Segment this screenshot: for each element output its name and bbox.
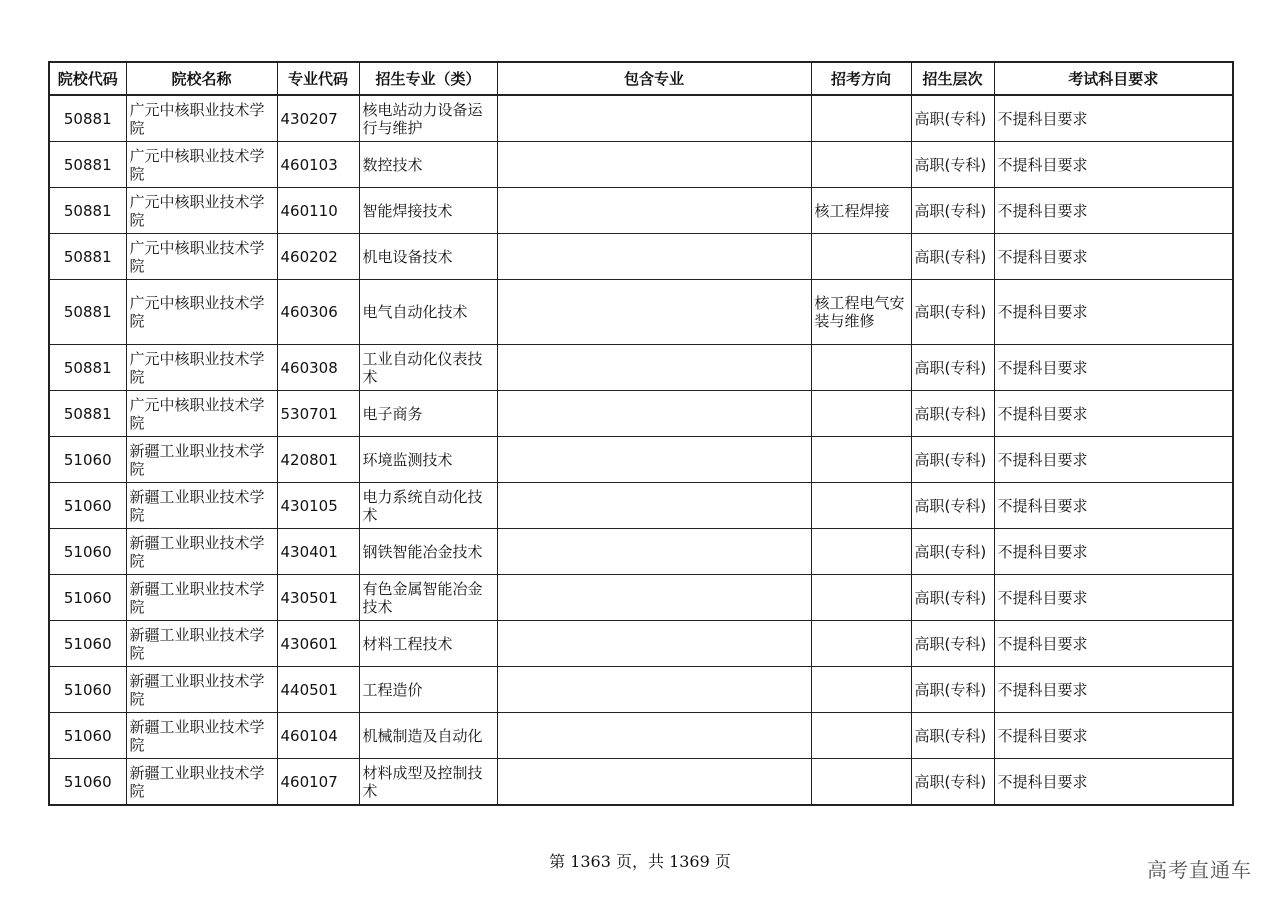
cell-direction	[811, 713, 911, 759]
cell-major: 工业自动化仪表技术	[359, 345, 497, 391]
cell-included-majors	[497, 280, 811, 345]
cell-included-majors	[497, 713, 811, 759]
page-number: 第 1363 页，共 1369 页	[549, 852, 731, 871]
table-row	[49, 280, 1233, 345]
cell-direction: 核工程焊接	[811, 188, 911, 234]
cell-included-majors	[497, 575, 811, 621]
cell-direction	[811, 529, 911, 575]
cell-school-name: 广元中核职业技术学院	[126, 142, 277, 188]
cell-level: 高职(专科)	[911, 437, 994, 483]
table-row	[49, 713, 1233, 759]
cell-school-name: 新疆工业职业技术学院	[126, 437, 277, 483]
cell-school-name: 新疆工业职业技术学院	[126, 759, 277, 806]
cell-included-majors	[497, 95, 811, 142]
cell-requirement: 不提科目要求	[994, 437, 1233, 483]
cell-requirement: 不提科目要求	[994, 280, 1233, 345]
cell-school-name: 新疆工业职业技术学院	[126, 621, 277, 667]
cell-school-code: 51060	[49, 529, 126, 575]
header-major-code: 专业代码	[277, 62, 359, 95]
cell-school-name: 新疆工业职业技术学院	[126, 575, 277, 621]
cell-included-majors	[497, 483, 811, 529]
cell-direction	[811, 95, 911, 142]
cell-included-majors	[497, 437, 811, 483]
admissions-table	[48, 61, 1234, 806]
cell-major-code: 430401	[277, 529, 359, 575]
cell-level: 高职(专科)	[911, 391, 994, 437]
cell-direction	[811, 667, 911, 713]
cell-level: 高职(专科)	[911, 280, 994, 345]
cell-school-code: 51060	[49, 621, 126, 667]
cell-level: 高职(专科)	[911, 345, 994, 391]
cell-major: 电子商务	[359, 391, 497, 437]
table-row	[49, 437, 1233, 483]
cell-school-code: 50881	[49, 142, 126, 188]
cell-major: 有色金属智能冶金技术	[359, 575, 497, 621]
cell-school-code: 51060	[49, 759, 126, 806]
cell-included-majors	[497, 391, 811, 437]
cell-level: 高职(专科)	[911, 95, 994, 142]
header-included-majors: 包含专业	[497, 62, 811, 95]
table-row	[49, 142, 1233, 188]
table-row	[49, 391, 1233, 437]
cell-included-majors	[497, 345, 811, 391]
header-level: 招生层次	[911, 62, 994, 95]
cell-major-code: 460308	[277, 345, 359, 391]
cell-requirement: 不提科目要求	[994, 483, 1233, 529]
cell-school-name: 广元中核职业技术学院	[126, 345, 277, 391]
cell-school-name: 新疆工业职业技术学院	[126, 667, 277, 713]
cell-direction	[811, 142, 911, 188]
cell-direction	[811, 345, 911, 391]
cell-school-code: 51060	[49, 575, 126, 621]
cell-direction: 核工程电气安装与维修	[811, 280, 911, 345]
cell-major-code: 420801	[277, 437, 359, 483]
cell-direction	[811, 234, 911, 280]
cell-school-name: 广元中核职业技术学院	[126, 188, 277, 234]
cell-included-majors	[497, 142, 811, 188]
cell-requirement: 不提科目要求	[994, 188, 1233, 234]
cell-major-code: 430105	[277, 483, 359, 529]
cell-included-majors	[497, 621, 811, 667]
cell-major-code: 460202	[277, 234, 359, 280]
cell-major: 数控技术	[359, 142, 497, 188]
cell-major-code: 460103	[277, 142, 359, 188]
header-school-code: 院校代码	[49, 62, 126, 95]
table-row	[49, 759, 1233, 806]
table-row	[49, 234, 1233, 280]
cell-school-code: 51060	[49, 483, 126, 529]
cell-school-name: 广元中核职业技术学院	[126, 391, 277, 437]
cell-major: 智能焊接技术	[359, 188, 497, 234]
cell-included-majors	[497, 667, 811, 713]
cell-level: 高职(专科)	[911, 483, 994, 529]
cell-major: 电气自动化技术	[359, 280, 497, 345]
cell-requirement: 不提科目要求	[994, 621, 1233, 667]
cell-major: 材料工程技术	[359, 621, 497, 667]
cell-major: 电力系统自动化技术	[359, 483, 497, 529]
cell-direction	[811, 437, 911, 483]
cell-direction	[811, 759, 911, 806]
cell-included-majors	[497, 529, 811, 575]
table-body	[49, 95, 1233, 805]
cell-included-majors	[497, 188, 811, 234]
cell-requirement: 不提科目要求	[994, 95, 1233, 142]
cell-requirement: 不提科目要求	[994, 234, 1233, 280]
cell-school-code: 51060	[49, 437, 126, 483]
cell-level: 高职(专科)	[911, 529, 994, 575]
cell-major: 钢铁智能冶金技术	[359, 529, 497, 575]
cell-level: 高职(专科)	[911, 713, 994, 759]
cell-school-code: 50881	[49, 280, 126, 345]
cell-requirement: 不提科目要求	[994, 713, 1233, 759]
cell-school-name: 新疆工业职业技术学院	[126, 529, 277, 575]
cell-school-name: 广元中核职业技术学院	[126, 280, 277, 345]
cell-school-name: 新疆工业职业技术学院	[126, 483, 277, 529]
cell-school-code: 51060	[49, 667, 126, 713]
cell-requirement: 不提科目要求	[994, 142, 1233, 188]
cell-school-name: 广元中核职业技术学院	[126, 234, 277, 280]
watermark: 高考直通车	[1147, 858, 1252, 882]
cell-major-code: 460110	[277, 188, 359, 234]
table-row	[49, 529, 1233, 575]
cell-requirement: 不提科目要求	[994, 759, 1233, 806]
cell-level: 高职(专科)	[911, 234, 994, 280]
header-major: 招生专业（类）	[359, 62, 497, 95]
cell-direction	[811, 391, 911, 437]
cell-direction	[811, 575, 911, 621]
cell-major: 环境监测技术	[359, 437, 497, 483]
cell-major-code: 460104	[277, 713, 359, 759]
cell-direction	[811, 621, 911, 667]
cell-major-code: 430601	[277, 621, 359, 667]
header-school-name: 院校名称	[126, 62, 277, 95]
cell-included-majors	[497, 759, 811, 806]
cell-level: 高职(专科)	[911, 667, 994, 713]
cell-requirement: 不提科目要求	[994, 391, 1233, 437]
table-row	[49, 621, 1233, 667]
cell-school-code: 50881	[49, 234, 126, 280]
cell-level: 高职(专科)	[911, 188, 994, 234]
cell-requirement: 不提科目要求	[994, 345, 1233, 391]
cell-direction	[811, 483, 911, 529]
cell-school-code: 51060	[49, 713, 126, 759]
cell-school-name: 广元中核职业技术学院	[126, 95, 277, 142]
cell-school-name: 新疆工业职业技术学院	[126, 713, 277, 759]
table-row	[49, 575, 1233, 621]
table-row	[49, 667, 1233, 713]
cell-major-code: 430207	[277, 95, 359, 142]
cell-school-code: 50881	[49, 95, 126, 142]
cell-major: 工程造价	[359, 667, 497, 713]
table-row	[49, 483, 1233, 529]
cell-major-code: 430501	[277, 575, 359, 621]
cell-major: 核电站动力设备运行与维护	[359, 95, 497, 142]
cell-major: 材料成型及控制技术	[359, 759, 497, 806]
cell-requirement: 不提科目要求	[994, 529, 1233, 575]
cell-level: 高职(专科)	[911, 621, 994, 667]
cell-school-code: 50881	[49, 345, 126, 391]
cell-requirement: 不提科目要求	[994, 667, 1233, 713]
header-row	[49, 62, 1233, 95]
cell-major-code: 460107	[277, 759, 359, 806]
cell-included-majors	[497, 234, 811, 280]
cell-major-code: 530701	[277, 391, 359, 437]
table-row	[49, 95, 1233, 142]
table-row	[49, 188, 1233, 234]
cell-school-code: 50881	[49, 188, 126, 234]
cell-requirement: 不提科目要求	[994, 575, 1233, 621]
cell-school-code: 50881	[49, 391, 126, 437]
cell-level: 高职(专科)	[911, 759, 994, 806]
cell-major-code: 460306	[277, 280, 359, 345]
cell-major-code: 440501	[277, 667, 359, 713]
cell-level: 高职(专科)	[911, 142, 994, 188]
table-row	[49, 345, 1233, 391]
cell-major: 机械制造及自动化	[359, 713, 497, 759]
header-direction: 招考方向	[811, 62, 911, 95]
header-requirement: 考试科目要求	[994, 62, 1233, 95]
cell-major: 机电设备技术	[359, 234, 497, 280]
cell-level: 高职(专科)	[911, 575, 994, 621]
